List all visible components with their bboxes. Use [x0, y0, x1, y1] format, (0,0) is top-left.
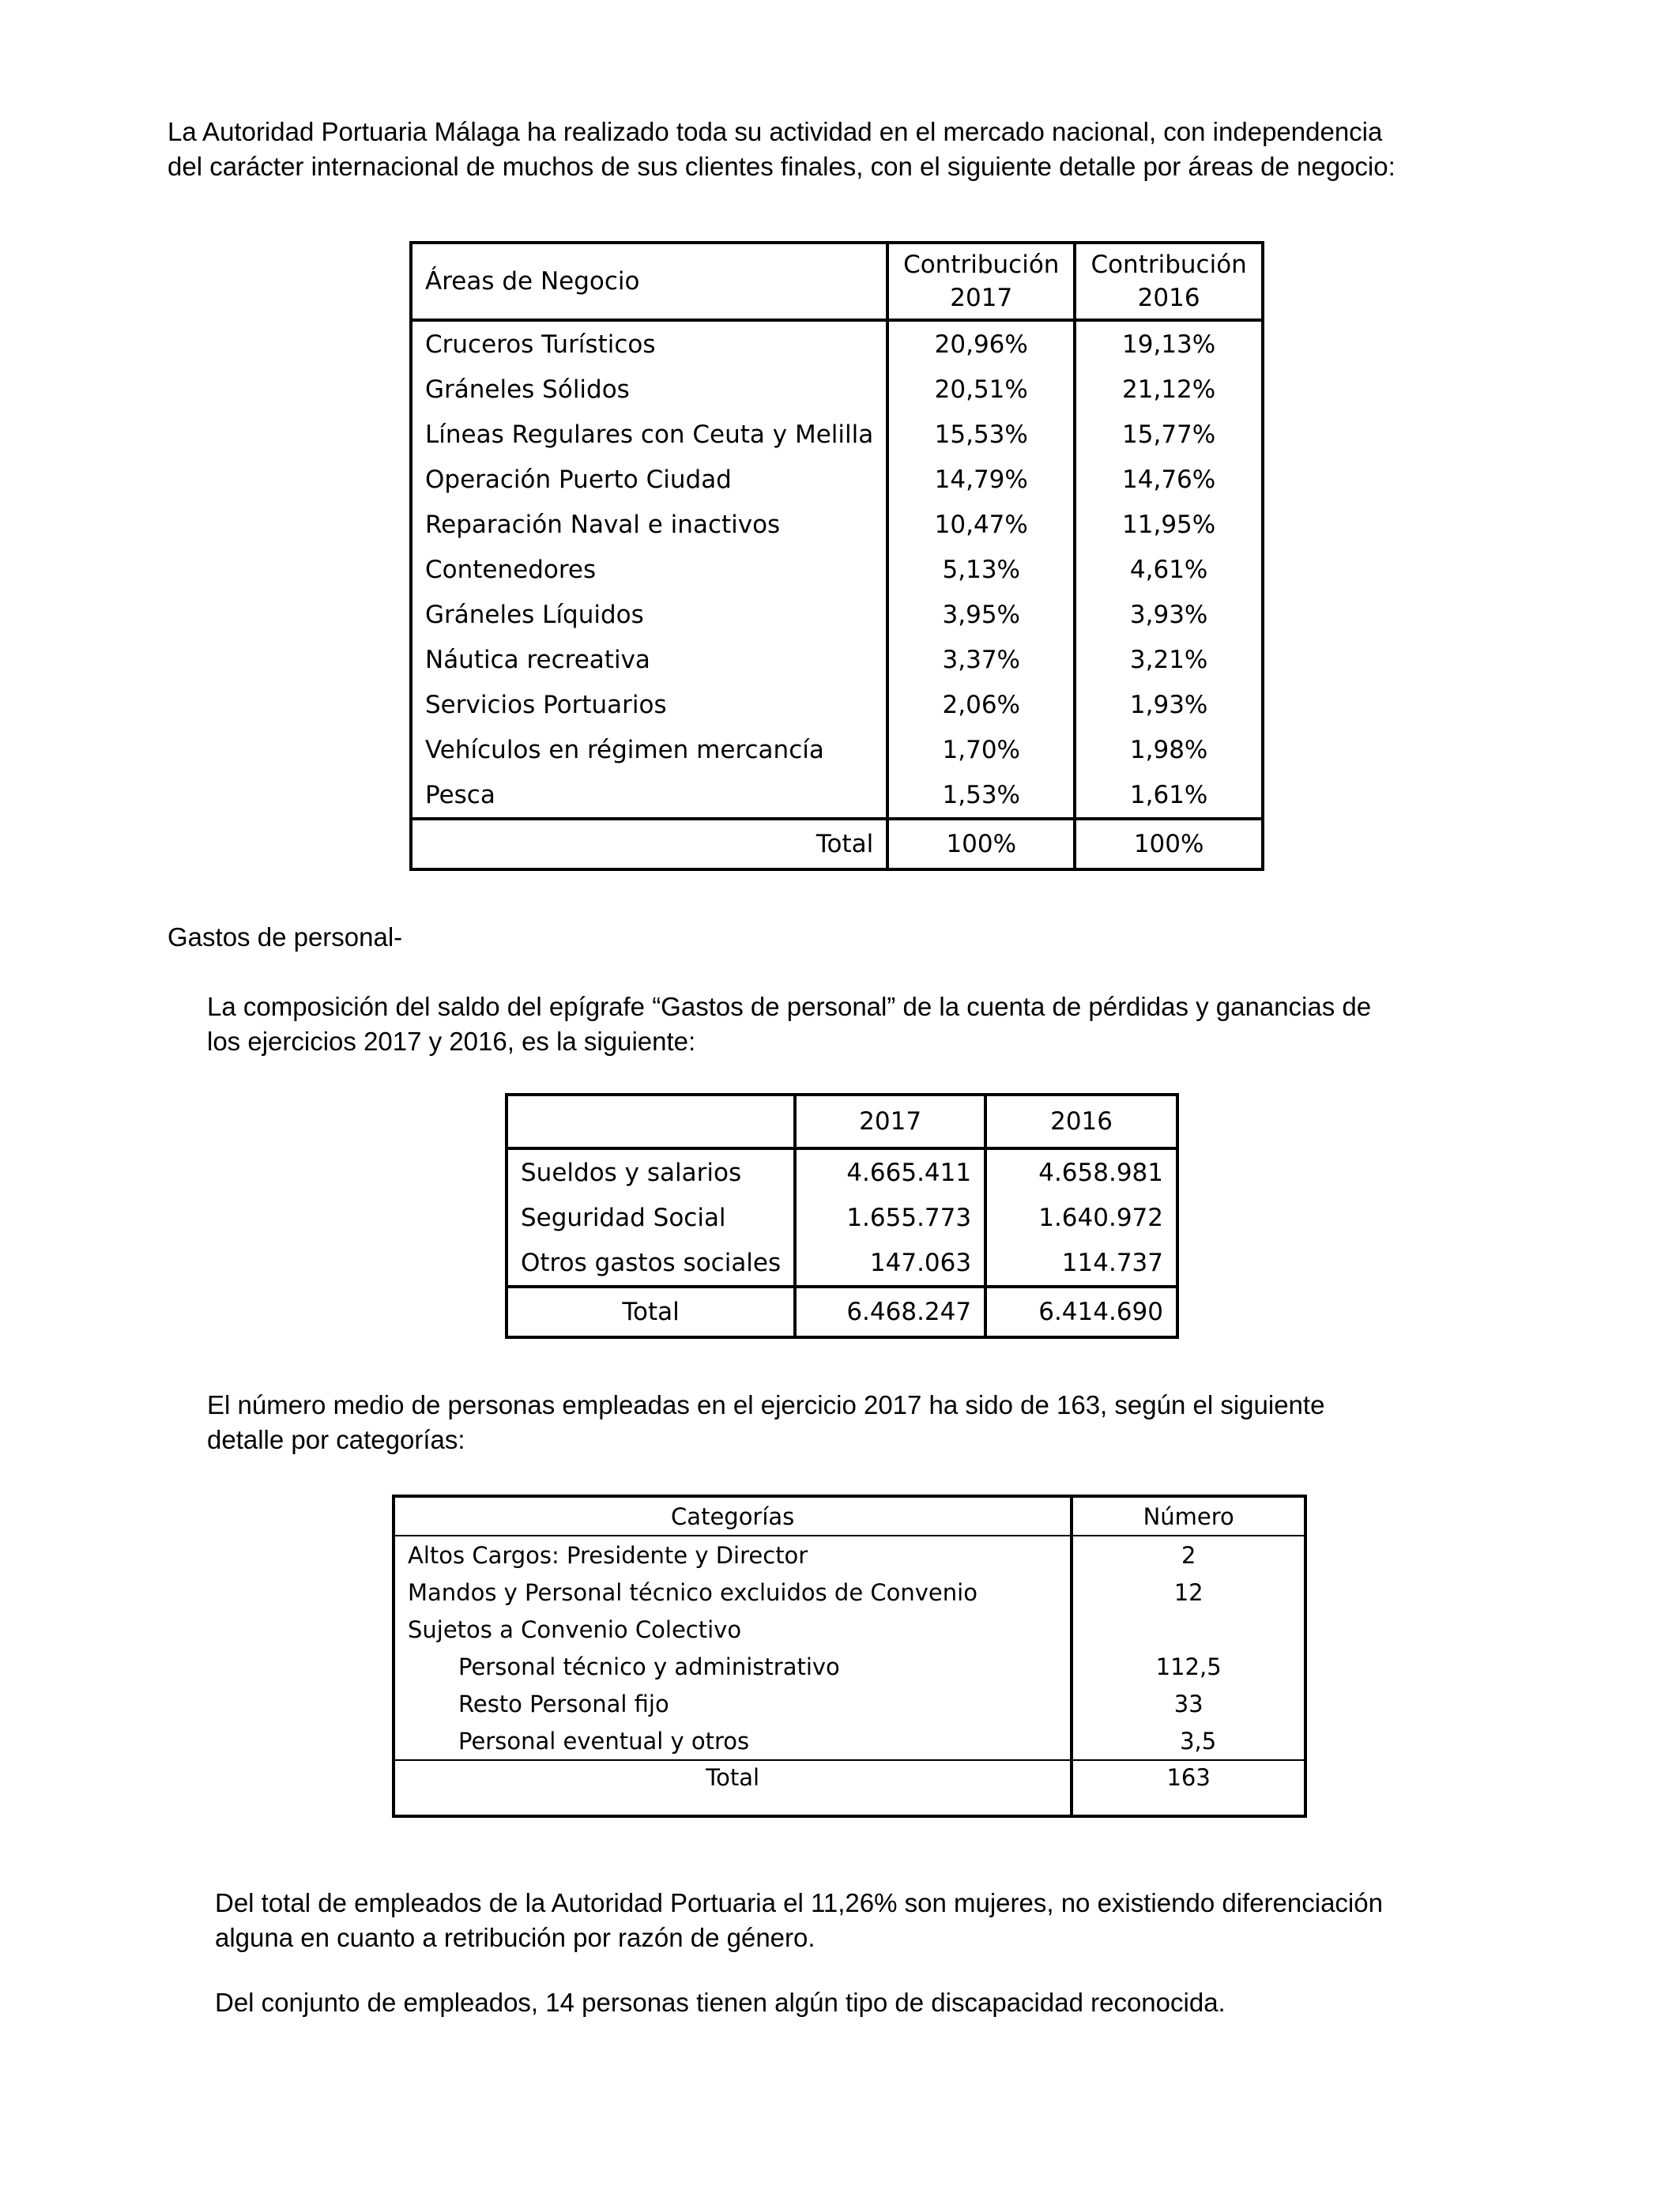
table-row	[411, 367, 1263, 412]
personal-intro-paragraph	[207, 990, 1371, 1059]
total-2017: 100%	[887, 819, 1075, 869]
header-blank	[507, 1095, 795, 1148]
table-header-row	[507, 1095, 1177, 1148]
header-contribution-label: Contribución	[1090, 251, 1247, 279]
contribution-2017: 15,53%	[887, 412, 1075, 457]
area-name: Líneas Regulares con Ceuta y Melilla	[411, 412, 887, 457]
area-name: Cruceros Turísticos	[411, 320, 887, 367]
category-number: 3,5	[1180, 1727, 1217, 1755]
employees-intro-line-1: El número medio de personas empleadas en el ejercicio 2017 ha sido de 163, según el siguiente	[207, 1390, 1325, 1419]
disability-paragraph	[215, 1985, 1226, 2020]
area-name: Reparación Naval e inactivos	[411, 502, 887, 547]
area-name: Vehículos en régimen mercancía	[411, 727, 887, 772]
contribution-2016: 14,76%	[1122, 465, 1216, 494]
category-number: 33	[1173, 1690, 1203, 1717]
header-areas: Áreas de Negocio	[411, 243, 887, 320]
contribution-2017: 1,53%	[887, 772, 1075, 819]
value-2017: 4.665.411	[795, 1148, 985, 1195]
category-label: Resto Personal fijo	[394, 1685, 1072, 1722]
header-number: Número	[1072, 1496, 1305, 1536]
section-heading-text: Gastos de personal-	[168, 922, 403, 952]
contribution-2017: 2,06%	[887, 682, 1075, 727]
header-year-label: 2017	[950, 284, 1013, 312]
category-number: 12	[1173, 1578, 1203, 1606]
expense-label: Sueldos y salarios	[507, 1148, 795, 1195]
contribution-2016: 3,21%	[1129, 645, 1208, 674]
area-name: Gráneles Líquidos	[411, 592, 887, 637]
contribution-2016: 15,77%	[1122, 420, 1216, 449]
total-label: Total	[411, 819, 887, 869]
header-year-label: 2016	[1137, 284, 1200, 312]
expense-label: Otros gastos sociales	[507, 1240, 795, 1287]
contribution-2016: 1,61%	[1129, 780, 1208, 809]
category-label: Altos Cargos: Presidente y Director	[394, 1536, 1072, 1574]
contribution-2017: 20,96%	[887, 320, 1075, 367]
contribution-2016: 1,93%	[1129, 690, 1208, 719]
table-header-row	[411, 243, 1263, 320]
personal-intro-line-1: La composición del saldo del epígrafe “Gastos de personal” de la cuenta de pérdidas y ganancias de	[207, 992, 1372, 1021]
table-row	[411, 457, 1263, 502]
women-line-1: Del total de empleados de la Autoridad Portuaria el 11,26% son mujeres, no existiendo diferenciación	[215, 1888, 1383, 1917]
value-2016: 1.640.972	[1038, 1203, 1163, 1232]
business-areas-table	[409, 241, 1264, 871]
contribution-2017: 10,47%	[887, 502, 1075, 547]
contribution-2016: 4,61%	[1129, 555, 1208, 584]
contribution-2016: 11,95%	[1122, 510, 1216, 539]
area-name: Pesca	[411, 772, 887, 819]
intro-paragraph	[168, 115, 1396, 184]
table-row	[411, 547, 1263, 592]
table-header-row	[394, 1496, 1305, 1536]
table-total-row	[394, 1760, 1305, 1816]
disability-line: Del conjunto de empleados, 14 personas tienen algún tipo de discapacidad reconocida.	[215, 1988, 1226, 2017]
table-row	[411, 727, 1263, 772]
contribution-2016: 19,13%	[1122, 330, 1216, 359]
area-name: Gráneles Sólidos	[411, 367, 887, 412]
category-label: Sujetos a Convenio Colectivo	[394, 1611, 1072, 1648]
women-paragraph	[215, 1886, 1383, 1955]
table-row	[507, 1240, 1177, 1287]
category-label: Personal técnico y administrativo	[394, 1648, 1072, 1685]
contribution-2017: 3,95%	[887, 592, 1075, 637]
contribution-2017: 1,70%	[887, 727, 1075, 772]
table-total-row	[411, 819, 1263, 869]
personal-intro-line-2: los ejercicios 2017 y 2016, es la siguiente:	[207, 1027, 696, 1056]
table-row	[394, 1611, 1305, 1648]
category-number: 112,5	[1155, 1653, 1222, 1680]
contribution-2016: 3,93%	[1129, 600, 1208, 629]
area-name: Náutica recreativa	[411, 637, 887, 682]
table-row	[394, 1536, 1305, 1574]
employees-intro-paragraph	[207, 1388, 1324, 1457]
area-name: Operación Puerto Ciudad	[411, 457, 887, 502]
value-2017: 1.655.773	[795, 1195, 985, 1240]
contribution-2016: 1,98%	[1129, 735, 1208, 764]
contribution-2016: 21,12%	[1122, 375, 1216, 404]
total-2017: 6.468.247	[795, 1287, 985, 1337]
table-row	[507, 1148, 1177, 1195]
table-row	[394, 1722, 1305, 1760]
contribution-2017: 14,79%	[887, 457, 1075, 502]
category-label: Mandos y Personal técnico excluidos de Convenio	[394, 1574, 1072, 1611]
contribution-2017: 5,13%	[887, 547, 1075, 592]
value-2016: 114.737	[1061, 1248, 1163, 1277]
intro-line-2: del carácter internacional de muchos de sus clientes finales, con el siguiente detalle por áreas de negocio:	[168, 152, 1396, 181]
personnel-expenses-table	[505, 1093, 1179, 1339]
total-2016: 6.414.690	[985, 1287, 1177, 1337]
table-row	[411, 637, 1263, 682]
value-2017: 147.063	[795, 1240, 985, 1287]
section-heading-personal	[168, 920, 402, 955]
table-row	[507, 1195, 1177, 1240]
category-label: Personal eventual y otros	[394, 1722, 1072, 1760]
header-contribution-2016	[1075, 243, 1263, 320]
table-row	[411, 320, 1263, 367]
intro-line-1: La Autoridad Portuaria Málaga ha realizado toda su actividad en el mercado nacional, con independencia	[168, 117, 1383, 146]
contribution-2017: 20,51%	[887, 367, 1075, 412]
header-contribution-label: Contribución	[903, 251, 1060, 279]
category-number	[1072, 1611, 1305, 1648]
contribution-2017: 3,37%	[887, 637, 1075, 682]
header-categories: Categorías	[394, 1496, 1072, 1536]
women-line-2: alguna en cuanto a retribución por razón de género.	[215, 1923, 816, 1952]
total-label: Total	[394, 1760, 1072, 1816]
total-label: Total	[507, 1287, 795, 1337]
area-name: Servicios Portuarios	[411, 682, 887, 727]
header-2016: 2016	[985, 1095, 1177, 1148]
area-name: Contenedores	[411, 547, 887, 592]
employees-intro-line-2: detalle por categorías:	[207, 1425, 465, 1454]
header-contribution-2017	[887, 243, 1075, 320]
employee-categories-table	[392, 1495, 1307, 1818]
table-row	[411, 412, 1263, 457]
header-2017: 2017	[795, 1095, 985, 1148]
table-row	[411, 502, 1263, 547]
table-row	[394, 1574, 1305, 1611]
table-row	[411, 682, 1263, 727]
value-2016: 4.658.981	[1038, 1158, 1163, 1187]
table-total-row	[507, 1287, 1177, 1337]
total-number: 163	[1072, 1760, 1305, 1816]
table-row	[411, 772, 1263, 819]
expense-label: Seguridad Social	[507, 1195, 795, 1240]
category-number: 2	[1181, 1541, 1196, 1569]
table-row	[394, 1648, 1305, 1685]
table-row	[411, 592, 1263, 637]
total-2016: 100%	[1075, 819, 1263, 869]
table-row	[394, 1685, 1305, 1722]
